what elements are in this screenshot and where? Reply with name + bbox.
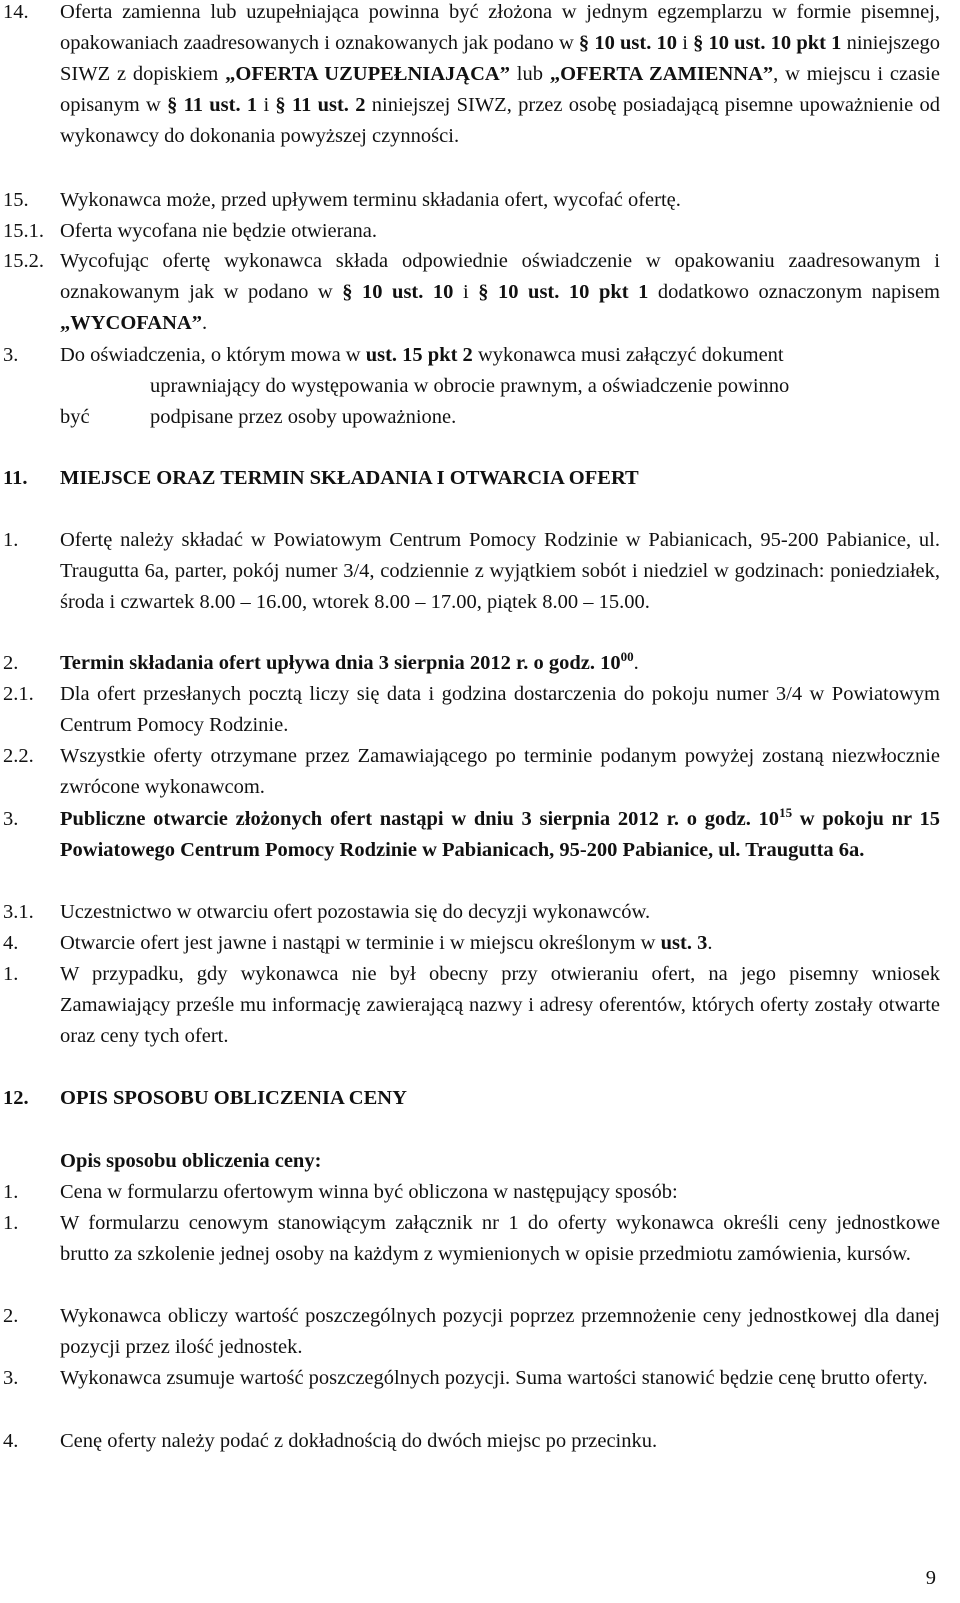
paragraph-number: 1. bbox=[3, 1181, 19, 1203]
paragraph-number: 2. bbox=[3, 652, 19, 674]
paragraph-text: W formularzu cenowym stanowiącym załącznik nr 1 do oferty wykonawca określi ceny jednostkowe brutto za szkolenie jednej osoby na każdym z wymienionych w opisie przedmiotu zamówienia, kursów. bbox=[60, 1212, 940, 1265]
section-title: MIEJSCE ORAZ TERMIN SKŁADANIA I OTWARCIA OFERT bbox=[60, 467, 639, 489]
paragraph-text-line-1: Do oświadczenia, o którym mowa w ust. 15 pkt 2 wykonawca musi załączyć dokument bbox=[60, 344, 784, 366]
paragraph-number: 4. bbox=[3, 932, 19, 954]
paragraph-text: Termin składania ofert upływa dnia 3 sierpnia 2012 r. o godz. $10^{00}$. bbox=[60, 649, 639, 674]
paragraph-number: 15. bbox=[3, 189, 29, 211]
paragraph-number: 1. bbox=[3, 963, 19, 985]
section-number: 12. bbox=[3, 1087, 29, 1109]
paragraph-number: 2.1. bbox=[3, 683, 34, 705]
paragraph-11-2-1 bbox=[0, 679, 960, 741]
paragraph-3 bbox=[0, 340, 960, 433]
paragraph-number: 1. bbox=[3, 1212, 19, 1234]
paragraph-text-line-3: podpisane przez osoby upoważnione. bbox=[150, 406, 457, 428]
paragraph-text: Otwarcie ofert jest jawne i nastąpi w terminie i w miejscu określonym w ust. 3. bbox=[60, 932, 713, 954]
paragraph-12-3 bbox=[0, 1301, 960, 1363]
paragraph-text: Wykonawca obliczy wartość poszczególnych pozycji poprzez przemnożenie ceny jednostkowej dla danej pozycji przez ilość jednostek. bbox=[60, 1305, 940, 1358]
paragraph-15-1 bbox=[0, 216, 960, 247]
paragraph-number: 3. bbox=[3, 1367, 19, 1389]
paragraph-text: Cenę oferty należy podać z dokładnością do dwóch miejsc po przecinku. bbox=[60, 1430, 658, 1452]
paragraph-number: 2. bbox=[3, 1305, 19, 1327]
paragraph-number: 1. bbox=[3, 529, 19, 551]
paragraph-12-2 bbox=[0, 1208, 960, 1270]
paragraph-number: 2.2. bbox=[3, 745, 34, 767]
paragraph-text: W przypadku, gdy wykonawca nie był obecny przy otwieraniu ofert, na jego pisemny wniosek Zamawiający prześle mu informację zawierającą nazwy i adresy oferentów, których oferty zostały otwarte oraz ceny tych ofert. bbox=[60, 963, 940, 1047]
paragraph-text: Cena w formularzu ofertowym winna być obliczona w następujący sposób: bbox=[60, 1181, 678, 1203]
paragraph-11-3 bbox=[0, 804, 960, 866]
paragraph-text: Wykonawca może, przed upływem terminu składania ofert, wycofać ofertę. bbox=[60, 189, 681, 211]
paragraph-11-3-1 bbox=[0, 897, 960, 928]
paragraph-text: Wycofując ofertę wykonawca składa odpowiednie oświadczenie w opakowaniu zaadresowanym i oznakowanym jak w podano w § 10 ust. 10 i § 10 ust. 10 pkt 1 dodatkowo oznaczonym napisem „WYCOFANA”. bbox=[60, 250, 940, 334]
paragraph-text: Dla ofert przesłanych pocztą liczy się data i godzina dostarczenia do pokoju numer 3/4 w Powiatowym Centrum Pomocy Rodzinie. bbox=[60, 683, 940, 736]
paragraph-11-4 bbox=[0, 928, 960, 959]
paragraph-text: Publiczne otwarcie złożonych ofert nastąpi w dniu 3 sierpnia 2012 r. o godz. $10^{15}$ w pokoju nr 15 Powiatowego Centrum Pomocy Rodzinie w Pabianicach, 95-200 Pabianice, ul. Traugutta 6a. bbox=[60, 805, 940, 861]
paragraph-12-1 bbox=[0, 1177, 960, 1208]
paragraph-12-4 bbox=[0, 1363, 960, 1394]
paragraph-text: Oferta wycofana nie będzie otwierana. bbox=[60, 220, 378, 242]
paragraph-text-word: być bbox=[60, 406, 90, 428]
paragraph-number: 3. bbox=[3, 808, 19, 830]
paragraph-number: 15.2. bbox=[3, 250, 44, 272]
paragraph-number: 14. bbox=[3, 1, 29, 23]
paragraph-text: Oferta zamienna lub uzupełniająca powinna być złożona w jednym egzemplarzu w formie pisemnej, opakowaniach zaadresowanych i oznakowanych jak podano w § 10 ust. 10 i § 10 ust. 10 pkt 1 niniejszego SIWZ z dopiskiem „OFERTA UZUPEŁNIAJĄCA” lub „OFERTA ZAMIENNA”, w miejscu i czasie opisanym w § 11 ust. 1 i § 11 ust. 2 niniejszej SIWZ, przez osobę posiadającą pisemne upoważnienie od wykonawcy do dokonania powyższej czynności. bbox=[60, 1, 940, 147]
paragraph-number: 3. bbox=[3, 344, 19, 366]
subheading: Opis sposobu obliczenia ceny: bbox=[60, 1150, 322, 1172]
paragraph-text: Wykonawca zsumuje wartość poszczególnych pozycji. Suma wartości stanowić będzie cenę brutto oferty. bbox=[60, 1367, 928, 1389]
paragraph-number: 4. bbox=[3, 1430, 19, 1452]
section-heading-11 bbox=[0, 463, 639, 494]
paragraph-text: Wszystkie oferty otrzymane przez Zamawiającego po terminie podanym powyżej zostaną niezwłocznie zwrócone wykonawcom. bbox=[60, 745, 940, 798]
paragraph-11-5 bbox=[0, 959, 960, 1052]
page-number: 9 bbox=[925, 1567, 936, 1589]
paragraph-15-2 bbox=[0, 246, 960, 339]
paragraph-11-2-2 bbox=[0, 741, 960, 803]
paragraph-15 bbox=[0, 185, 960, 216]
section-number: 11. bbox=[3, 467, 28, 489]
paragraph-11-2 bbox=[0, 648, 960, 679]
paragraph-12-5 bbox=[0, 1426, 960, 1457]
paragraph-number: 3.1. bbox=[3, 901, 34, 923]
section-heading-12 bbox=[0, 1083, 407, 1114]
section-title: OPIS SPOSOBU OBLICZENIA CENY bbox=[60, 1087, 407, 1109]
paragraph-text-line-2: uprawniający do występowania w obrocie prawnym, a oświadczenie powinno bbox=[150, 375, 790, 397]
paragraph-text: Ofertę należy składać w Powiatowym Centrum Pomocy Rodzinie w Pabianicach, 95-200 Pabianice, ul. Traugutta 6a, parter, pokój numer 3/4, codziennie z wyjątkiem sobót i niedziel w godzinach: poniedziałek, środa i czwartek 8.00 – 16.00, wtorek 8.00 – 17.00, piątek 8.00 – 15.00. bbox=[60, 529, 940, 613]
paragraph-text: Uczestnictwo w otwarciu ofert pozostawia się do decyzji wykonawców. bbox=[60, 901, 651, 923]
paragraph-number: 15.1. bbox=[3, 220, 44, 242]
paragraph-11-1 bbox=[0, 525, 960, 618]
paragraph-14 bbox=[0, 0, 960, 152]
